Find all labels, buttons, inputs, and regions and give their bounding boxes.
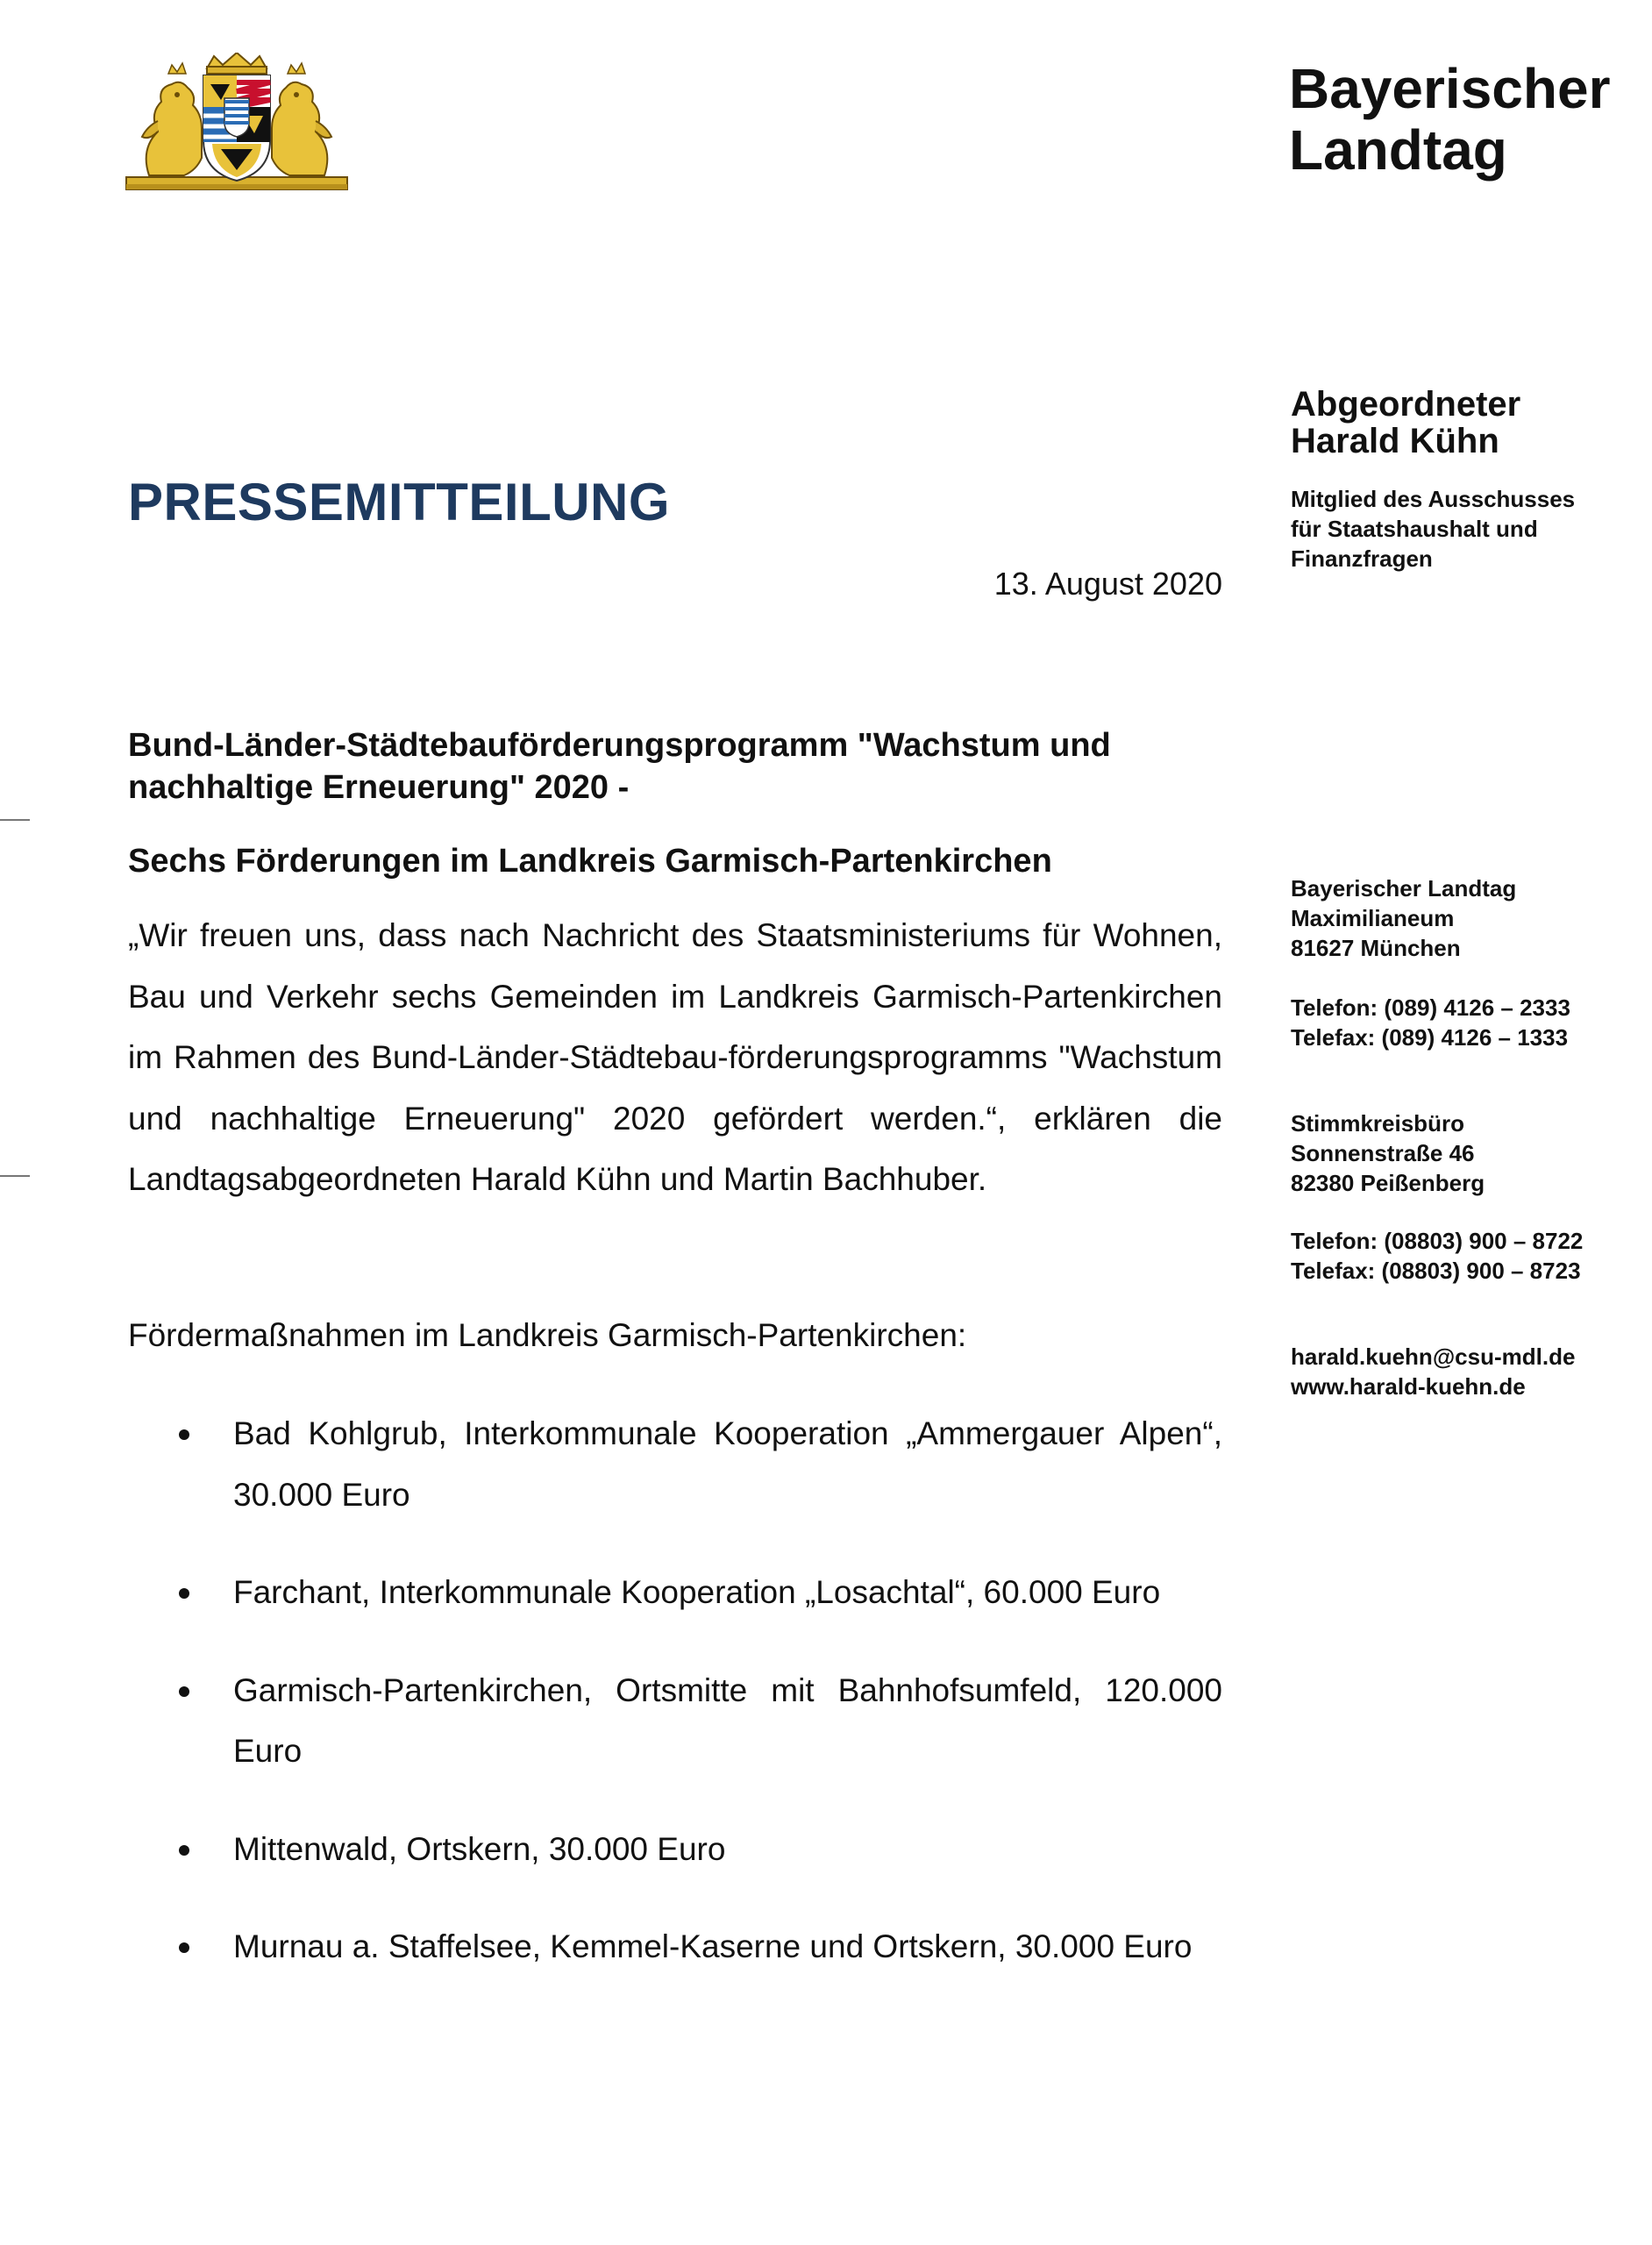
press-date: 13. August 2020 — [993, 566, 1222, 602]
landtag-address — [1291, 873, 1516, 963]
list-item — [128, 1916, 1222, 1978]
landtag-city: 81627 München — [1291, 935, 1461, 961]
fold-mark — [0, 819, 30, 821]
bullet-icon — [179, 1588, 189, 1599]
brand-line-1: Bayerischer — [1289, 57, 1611, 120]
office-street: Sonnenstraße 46 — [1291, 1140, 1475, 1166]
office-fax: Telefax: (08803) 900 – 8723 — [1291, 1258, 1581, 1284]
member-name: Harald Kühn — [1291, 422, 1499, 460]
member-block — [1291, 386, 1520, 460]
list-item — [128, 1403, 1222, 1525]
landtag-brand — [1289, 58, 1610, 181]
email-link[interactable]: harald.kuehn@csu-mdl.de — [1291, 1343, 1576, 1370]
measure-text: Bad Kohlgrub, Interkommunale Kooperation „Ammergauer Alpen“, 30.000 Euro — [233, 1415, 1222, 1513]
fold-mark — [0, 1175, 30, 1177]
member-role — [1291, 484, 1575, 574]
measures-intro: Fördermaßnahmen im Landkreis Garmisch-Partenkirchen: — [128, 1317, 967, 1353]
measure-text: Farchant, Interkommunale Kooperation „Losachtal“, 60.000 Euro — [233, 1574, 1161, 1610]
landtag-phone: Telefon: (089) 4126 – 2333 — [1291, 994, 1570, 1021]
website-link[interactable]: www.harald-kuehn.de — [1291, 1373, 1526, 1400]
online-contact — [1291, 1342, 1575, 1401]
office-phone: Telefon: (08803) 900 – 8722 — [1291, 1228, 1584, 1254]
measure-text: Garmisch-Partenkirchen, Ortsmitte mit Bahnhofsumfeld, 120.000 Euro — [233, 1671, 1222, 1769]
bullet-icon — [179, 1845, 189, 1856]
member-title: Abgeordneter — [1291, 385, 1521, 424]
subheadline: Sechs Förderungen im Landkreis Garmisch-Partenkirchen — [128, 843, 1052, 880]
office-city: 82380 Peißenberg — [1291, 1170, 1485, 1196]
coat-of-arms-icon — [123, 53, 351, 193]
list-item — [128, 1660, 1222, 1782]
member-role-line-1: Mitglied des Ausschusses — [1291, 486, 1576, 512]
brand-line-2: Landtag — [1289, 118, 1507, 182]
bullet-icon — [179, 1686, 189, 1697]
measure-text: Mittenwald, Ortskern, 30.000 Euro — [233, 1830, 726, 1867]
landtag-street: Maximilianeum — [1291, 905, 1455, 931]
office-address — [1291, 1108, 1485, 1198]
page-title: PRESSEMITTEILUNG — [128, 473, 671, 531]
bullet-icon — [179, 1942, 189, 1953]
landtag-name: Bayerischer Landtag — [1291, 875, 1517, 902]
member-role-line-3: Finanzfragen — [1291, 545, 1433, 572]
list-item — [128, 1562, 1222, 1623]
bullet-icon — [179, 1429, 189, 1440]
member-role-line-2: für Staatshaushalt und — [1291, 516, 1538, 542]
measure-text: Murnau a. Staffelsee, Kemmel-Kaserne und Ortskern, 30.000 Euro — [233, 1928, 1193, 1964]
landtag-phone-block — [1291, 993, 1570, 1052]
landtag-fax: Telefax: (089) 4126 – 1333 — [1291, 1024, 1569, 1051]
office-phone-block — [1291, 1226, 1583, 1286]
headline: Bund-Länder-Städtebauförderungsprogramm "Wachstum und nachhaltige Erneuerung" 2020 - — [128, 727, 1111, 806]
measures-list — [128, 1403, 1222, 2014]
office-name: Stimmkreisbüro — [1291, 1110, 1464, 1137]
list-item — [128, 1819, 1222, 1880]
intro-paragraph: „Wir freuen uns, dass nach Nachricht des Staatsministeriums für Wohnen, Bau und Verkehr sechs Gemeinden im Landkreis Garmisch-Partenkirchen im Rahmen des Bund-Länder-Städtebau-förderungsprogramms "Wachstum und nachhaltige Erneuerung" 2020 gefördert werden.“, erklären die Landtagsabgeordneten Harald Kühn und Martin Bachhuber. — [128, 917, 1222, 1197]
